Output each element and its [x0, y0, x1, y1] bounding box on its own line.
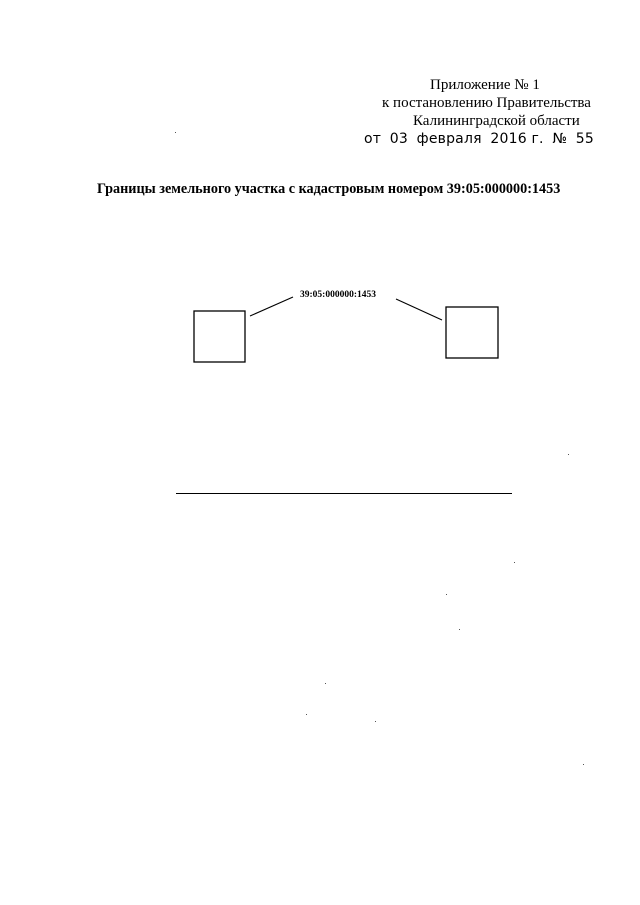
parcel-contour-right [446, 307, 498, 358]
scan-speck [514, 562, 515, 563]
leader-line-right [396, 299, 442, 320]
scan-speck [375, 721, 376, 722]
date-day: 03 [389, 131, 408, 147]
scan-speck [325, 683, 326, 684]
date-year: 2016 [490, 131, 527, 147]
scan-speck [306, 714, 307, 715]
leader-line-left [250, 297, 293, 316]
resolution-number: 55 [575, 131, 594, 147]
end-rule [176, 493, 512, 494]
date-month: февраля [416, 131, 482, 147]
date-year-suffix: г. [531, 131, 544, 147]
scan-speck [583, 764, 584, 765]
page-title: Границы земельного участка с кадастровым номером 39:05:000000:1453 [97, 181, 561, 197]
number-sign: № [552, 131, 568, 147]
appendix-resolution-line: к постановлению Правительства [382, 95, 591, 111]
date-prefix: от [364, 131, 382, 147]
parcel-contour-left [194, 311, 245, 362]
scan-speck [446, 594, 447, 595]
appendix-title: Приложение № 1 [430, 77, 540, 93]
parcel-cadastral-label: 39:05:000000:1453 [300, 290, 376, 300]
scan-speck [459, 629, 460, 630]
scan-speck [568, 454, 569, 455]
scan-speck [175, 132, 176, 133]
appendix-region-line: Калининградской области [413, 113, 580, 129]
